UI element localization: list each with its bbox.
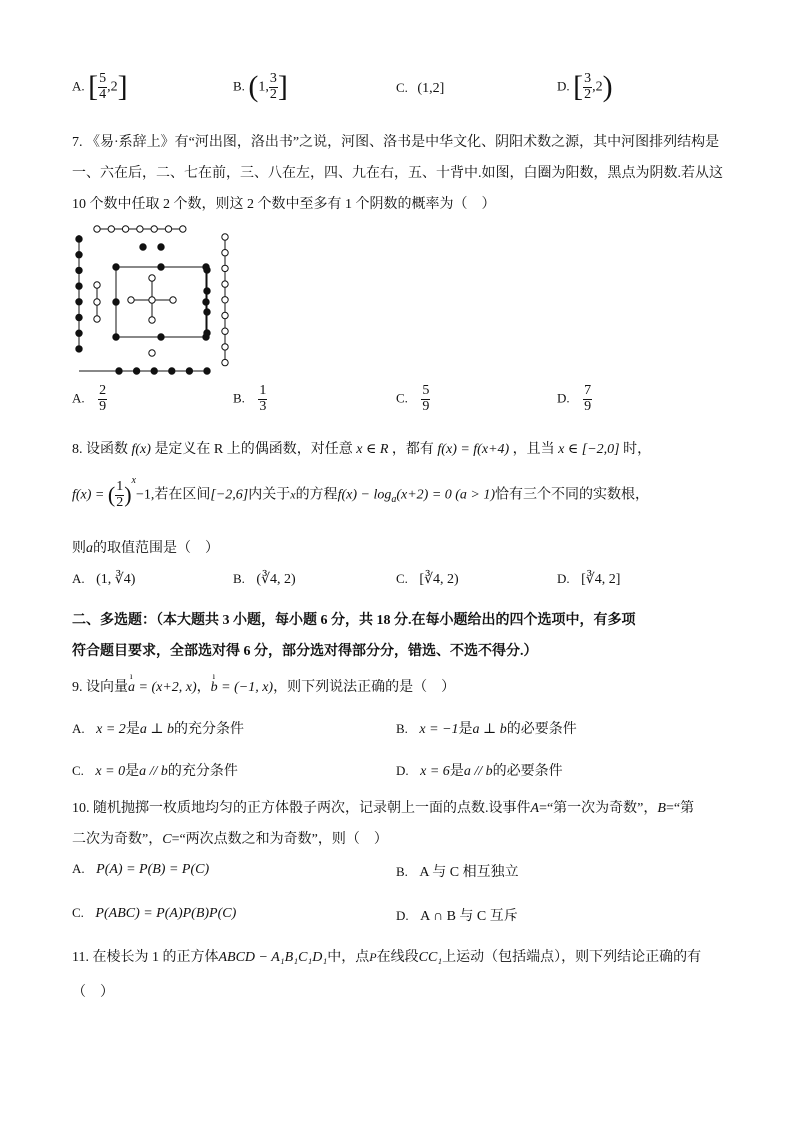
numerator: 5 [422, 383, 430, 398]
white-dot [151, 226, 157, 232]
q8-option-d[interactable] [557, 571, 620, 588]
q6-option-c-label: C. [396, 80, 408, 95]
text: ,若在区间 [150, 487, 211, 503]
denominator: 9 [99, 398, 107, 414]
q9-option-b[interactable] [396, 718, 577, 738]
q11-line-2: （ ） [72, 985, 114, 1000]
label: C. [72, 763, 84, 778]
bracket: ) [602, 70, 613, 104]
white-dot [222, 328, 228, 334]
math: C [162, 832, 172, 847]
q8-line-1 [72, 438, 651, 458]
white-dot [149, 350, 155, 356]
body: (∛4, 2) [256, 572, 296, 587]
label: D. [396, 908, 409, 923]
label: A. [72, 861, 85, 876]
head: 1, [258, 79, 269, 95]
math: a ⊥ b [139, 722, 174, 737]
text: 的充分条件 [167, 764, 238, 779]
q6-option-b[interactable] [233, 72, 288, 102]
text: =“两次点数之和为奇数”，则（ ） [171, 832, 388, 847]
body: [∛4, 2) [419, 572, 459, 587]
text: =“第一次为奇数”， [539, 801, 658, 816]
math: a // b [139, 764, 168, 779]
text: 的取值范围是（ ） [93, 541, 219, 556]
text: 11. 在棱长为 1 的正方体 [72, 950, 219, 965]
text: 二次为奇数”， [72, 832, 163, 847]
black-dot [76, 330, 82, 336]
vector-b: ı b [210, 671, 218, 695]
body: P(A) = P(B) = P(C) [96, 862, 210, 877]
white-dot [94, 299, 100, 305]
subscript: a [391, 494, 397, 506]
text: 的必要条件 [506, 722, 577, 737]
math: P [369, 950, 377, 964]
q10-option-b[interactable] [396, 861, 519, 881]
white-dot [137, 226, 143, 232]
white-dot [170, 297, 176, 303]
vector-a: ı a [128, 671, 135, 695]
q7-option-c[interactable] [396, 384, 430, 414]
fraction [115, 480, 124, 510]
black-dot [76, 299, 82, 305]
numerator: 1 [116, 479, 124, 494]
q6-option-d-label: D. [557, 78, 570, 94]
math: f(x) − log [337, 487, 392, 503]
math: [−2,6] [210, 487, 249, 503]
denominator: 2 [116, 494, 124, 510]
denominator: 2 [584, 86, 592, 102]
bracket: ( [248, 70, 259, 104]
label: C. [396, 571, 408, 586]
denominator: 2 [269, 86, 277, 102]
bracket: ] [117, 70, 128, 104]
white-dot [222, 297, 228, 303]
body: A ∩ B 与 C 互斥 [420, 909, 518, 924]
white-dot [94, 316, 100, 322]
white-dot [128, 297, 134, 303]
black-dot [204, 368, 210, 374]
label: A. [72, 571, 85, 586]
math: B [657, 801, 666, 816]
black-dot [186, 368, 192, 374]
q8-option-b[interactable] [233, 571, 296, 588]
q6-option-a[interactable] [72, 72, 128, 102]
white-dot [222, 281, 228, 287]
q9-option-a[interactable] [72, 718, 244, 738]
math: A [530, 801, 540, 816]
label: B. [233, 571, 245, 586]
white-dot [222, 344, 228, 350]
q7-option-a-label: A. [72, 390, 85, 406]
black-dot [133, 368, 139, 374]
white-dot [149, 317, 155, 323]
numerator: 1 [259, 383, 267, 398]
paren: ( [107, 482, 116, 508]
white-dot [149, 275, 155, 281]
q7-option-d-label: D. [557, 390, 570, 406]
white-dot [222, 265, 228, 271]
numerator: 7 [584, 383, 592, 398]
math: f(x) = [72, 487, 105, 503]
white-dot [222, 359, 228, 365]
label: D. [557, 571, 570, 586]
body: (1, ∛4) [96, 572, 136, 587]
black-dot [158, 264, 164, 270]
q6-option-c[interactable] [396, 80, 444, 97]
fraction [583, 72, 592, 102]
q10-line-2 [72, 828, 388, 848]
black-dot [151, 368, 157, 374]
black-dot [158, 244, 164, 250]
math: = (−1, x) [217, 680, 274, 695]
tail: ,2 [107, 79, 118, 95]
label: A. [72, 721, 85, 736]
white-dot [180, 226, 186, 232]
white-dot [149, 297, 155, 303]
fraction [269, 72, 278, 102]
q9-option-c[interactable] [72, 760, 238, 780]
text: 是 [125, 764, 140, 779]
white-dot [94, 282, 100, 288]
white-dot [122, 226, 128, 232]
q8-line-3 [72, 537, 219, 557]
q8-line-2 [72, 474, 650, 510]
white-dot [222, 312, 228, 318]
math: = (x+2, x) [135, 680, 197, 695]
denominator: 9 [584, 398, 592, 414]
q10-line-1 [72, 797, 694, 817]
black-dot [76, 236, 82, 242]
hetu-diagram [70, 222, 240, 378]
fraction [98, 72, 107, 102]
body: P(ABC) = P(A)P(B)P(C) [95, 906, 237, 921]
q10-option-c[interactable] [72, 905, 236, 922]
text: 在线段 [376, 950, 419, 965]
black-dot [113, 334, 119, 340]
black-dot [76, 267, 82, 273]
denominator: 3 [259, 398, 267, 414]
math: x = −1 [419, 722, 459, 737]
label: C. [72, 905, 84, 920]
q10-option-d[interactable] [396, 905, 518, 925]
q7-option-a[interactable] [72, 384, 107, 414]
q7-option-d[interactable] [557, 384, 592, 414]
fraction [421, 384, 430, 414]
black-dot [76, 283, 82, 289]
fraction [258, 384, 267, 414]
body: [∛4, 2] [581, 572, 621, 587]
math: CC₁ [418, 950, 443, 965]
math: x ∈ [−2,0] [558, 442, 620, 457]
math: f(x) = f(x+4) [437, 442, 510, 457]
exponent: x [131, 474, 136, 486]
vector-symbol: b [210, 680, 218, 695]
black-dot [76, 252, 82, 258]
q11-line-1 [72, 946, 701, 966]
black-dot [204, 330, 210, 336]
text: 中，点 [327, 950, 370, 965]
q6-option-b-label: B. [233, 78, 245, 94]
text: ， [196, 680, 211, 695]
fraction [583, 384, 592, 414]
math: x ∈ R [356, 442, 389, 457]
text: 10. 随机抛掷一枚质地均匀的正方体骰子两次，记录朝上一面的点数.设事件 [72, 801, 531, 816]
text: 时， [623, 442, 652, 457]
math: x = 6 [420, 764, 450, 779]
text: ，则下列说法正确的是（ ） [273, 680, 456, 695]
q9-stem [72, 671, 456, 696]
label: D. [396, 763, 409, 778]
body: A 与 C 相互独立 [419, 865, 519, 880]
section-2-heading-line-2: 符合题目要求，全部选对得 6 分，部分选对得部分分，错选、不选不得分.） [72, 644, 538, 659]
text: 恰有三个不同的实数根， [495, 487, 650, 503]
black-dot [113, 264, 119, 270]
text: 是定义在 R 上的偶函数，对任意 [154, 442, 353, 457]
bracket: [ [573, 70, 584, 104]
text: 的必要条件 [492, 764, 563, 779]
black-dot [113, 299, 119, 305]
text: 是 [125, 722, 140, 737]
q7-option-b[interactable] [233, 384, 267, 414]
numerator: 3 [584, 71, 592, 86]
white-dot [165, 226, 171, 232]
fraction [98, 384, 107, 414]
white-dot [94, 226, 100, 232]
q6-option-a-label: A. [72, 78, 85, 94]
math: f(x) [131, 442, 151, 457]
q7-line-3: 10 个数中任取 2 个数，则这 2 个数中至多有 1 个阴数的概率为（ ） [72, 197, 496, 212]
math: −1 [135, 487, 151, 503]
q7-line-2: 一、六在后，二、七在前，三、八在左，四、九在右，五、十背中.如图，白圈为阳数，黑点为阴数.若从这 [72, 166, 723, 181]
text: 上运动（包括端点），则下列结论正确的有 [442, 950, 702, 965]
white-dot [108, 226, 114, 232]
black-dot [158, 334, 164, 340]
math: a // b [463, 764, 493, 779]
q7-option-c-label: C. [396, 390, 408, 406]
q7-option-b-label: B. [233, 390, 245, 406]
text: 是 [458, 722, 473, 737]
text: 9. 设向量 [72, 680, 128, 695]
math: x = 2 [96, 722, 126, 737]
text: 是 [449, 764, 464, 779]
black-dot [76, 346, 82, 352]
q7-line-1: 7. 《易·系辞上》有“河出图，洛出书”之说，河图、洛书是中华文化、阴阳术数之源，其中河图排列结构是 [72, 135, 720, 150]
q9-option-d[interactable] [396, 760, 563, 780]
text: 内关于 [248, 487, 291, 503]
math: x [290, 487, 296, 502]
q6-option-d[interactable] [557, 72, 613, 102]
text: 则 [72, 541, 86, 556]
white-dot [222, 234, 228, 240]
black-dot [204, 288, 210, 294]
black-dot [203, 299, 209, 305]
q6-option-c-body: (1,2] [417, 81, 445, 96]
text: 的充分条件 [173, 722, 244, 737]
math: a [86, 541, 93, 556]
paren: ) [124, 482, 132, 508]
black-dot [204, 309, 210, 315]
text: ，且当 [512, 442, 555, 457]
bracket: [ [88, 70, 99, 104]
q8-option-c[interactable] [396, 571, 459, 588]
black-dot [76, 314, 82, 320]
section-2-heading-line-1: 二、多选题：（本大题共 3 小题，每小题 6 分，共 18 分.在每小题给出的四个选项中，有多项 [72, 613, 636, 628]
math: x = 0 [95, 764, 126, 779]
bracket: ] [277, 70, 288, 104]
math: a ⊥ b [472, 722, 507, 737]
text: 8. 设函数 [72, 442, 128, 457]
numerator: 5 [99, 71, 107, 86]
vector-symbol: a [128, 680, 135, 695]
white-dot [222, 250, 228, 256]
black-dot [116, 368, 122, 374]
text: ，都有 [391, 442, 434, 457]
q8-option-a[interactable] [72, 571, 135, 588]
numerator: 2 [99, 383, 107, 398]
denominator: 9 [422, 398, 430, 414]
label: B. [396, 864, 408, 879]
numerator: 3 [269, 71, 277, 86]
label: B. [396, 721, 408, 736]
q10-option-a[interactable] [72, 861, 209, 878]
black-dot [204, 267, 210, 273]
text: =“第 [665, 801, 695, 816]
black-dot [140, 244, 146, 250]
black-dot [169, 368, 175, 374]
text: 的方程 [295, 487, 338, 503]
tail: ,2 [592, 79, 603, 95]
math: (x+2) = 0 (a > 1) [396, 487, 496, 503]
denominator: 4 [99, 86, 107, 102]
math: ABCD − A₁B₁C₁D₁ [218, 950, 328, 965]
